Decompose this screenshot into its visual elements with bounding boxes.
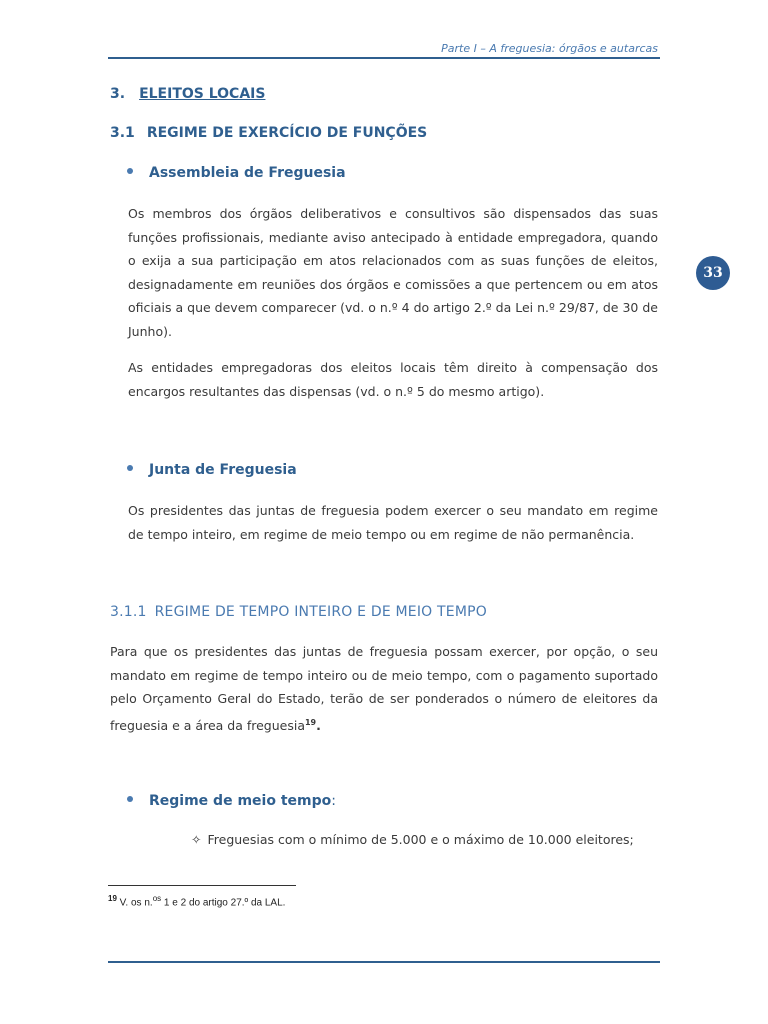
- bullet-icon: [127, 465, 133, 471]
- section-title[interactable]: ELEITOS LOCAIS: [139, 86, 266, 102]
- meio-tempo-heading: [127, 793, 336, 809]
- subsection-heading: [110, 125, 427, 141]
- footnote-text-pre: V. os n.: [116, 897, 153, 909]
- subsection-title: REGIME DE EXERCÍCIO DE FUNÇÕES: [146, 125, 428, 141]
- section-number: 3.: [110, 86, 126, 102]
- footnote-separator: [108, 885, 296, 886]
- junta-heading-text: Junta de Freguesia: [149, 462, 297, 478]
- page-number-badge: 33: [696, 256, 730, 290]
- subsubsection-heading: [110, 604, 487, 620]
- assembleia-paragraph-2: As entidades empregadoras dos eleitos locais têm direito à compensação dos encargos resultantes das dispensas (vd. o n.º 5 do mesmo artigo).: [128, 360, 658, 399]
- junta-heading: [127, 462, 297, 478]
- meio-tempo-heading-colon: :: [331, 793, 336, 809]
- footnote-text-post: 1 e 2 do artigo 27.º da LAL.: [161, 897, 286, 909]
- assembleia-heading: [127, 165, 346, 181]
- bullet-icon: [127, 796, 133, 802]
- footnote-number: 19: [108, 894, 117, 903]
- bullet-icon: [127, 168, 133, 174]
- running-header: Parte I – A freguesia: órgãos e autarcas: [441, 42, 658, 55]
- subsubsection-paragraph-text: Para que os presidentes das juntas de freguesia possam exercer, por opção, o seu mandato em regime de tempo inteiro ou de meio tempo, com o pagamento suportado pelo Orçamento Geral do Estado, terão de ser ponderados o número de eleitores da freguesia e a área da freguesia: [110, 644, 658, 733]
- footer-rule: [108, 961, 660, 963]
- section-heading: [110, 86, 265, 102]
- paragraph-end-period: .: [316, 717, 321, 733]
- footnote-reference[interactable]: 19: [304, 717, 317, 727]
- assembleia-paragraph-1: Os membros dos órgãos deliberativos e consultivos são dispensados das suas funções profissionais, mediante aviso antecipado à entidade empregadora, quando o exija a sua participação em atos relacionados com as suas funções de eleitos, designadamente em reuniões dos órgãos e comissões a que pertencem ou em atos oficiais a que devem comparecer (vd. o n.º 4 do artigo 2.º da Lei n.º 29/87, de 30 de Junho).: [128, 206, 658, 339]
- subsubsection-title: REGIME DE TEMPO INTEIRO E DE MEIO TEMPO: [154, 604, 487, 620]
- list-item: [191, 832, 634, 847]
- list-item-text: Freguesias com o mínimo de 5.000 e o máximo de 10.000 eleitores;: [207, 832, 634, 847]
- subsubsection-paragraph-1: [110, 640, 658, 737]
- footnote: [108, 894, 285, 908]
- header-rule: [108, 57, 660, 59]
- footnote-text-sup: os: [152, 894, 162, 903]
- subsection-number: 3.1: [110, 125, 135, 141]
- assembleia-heading-text: Assembleia de Freguesia: [149, 165, 346, 181]
- junta-paragraph-1: Os presidentes das juntas de freguesia podem exercer o seu mandato em regime de tempo inteiro, em regime de meio tempo ou em regime de não permanência.: [128, 503, 658, 542]
- subsubsection-number: 3.1.1: [110, 604, 147, 620]
- meio-tempo-heading-text: Regime de meio tempo: [149, 793, 332, 809]
- diamond-bullet-icon: ✧: [191, 832, 202, 847]
